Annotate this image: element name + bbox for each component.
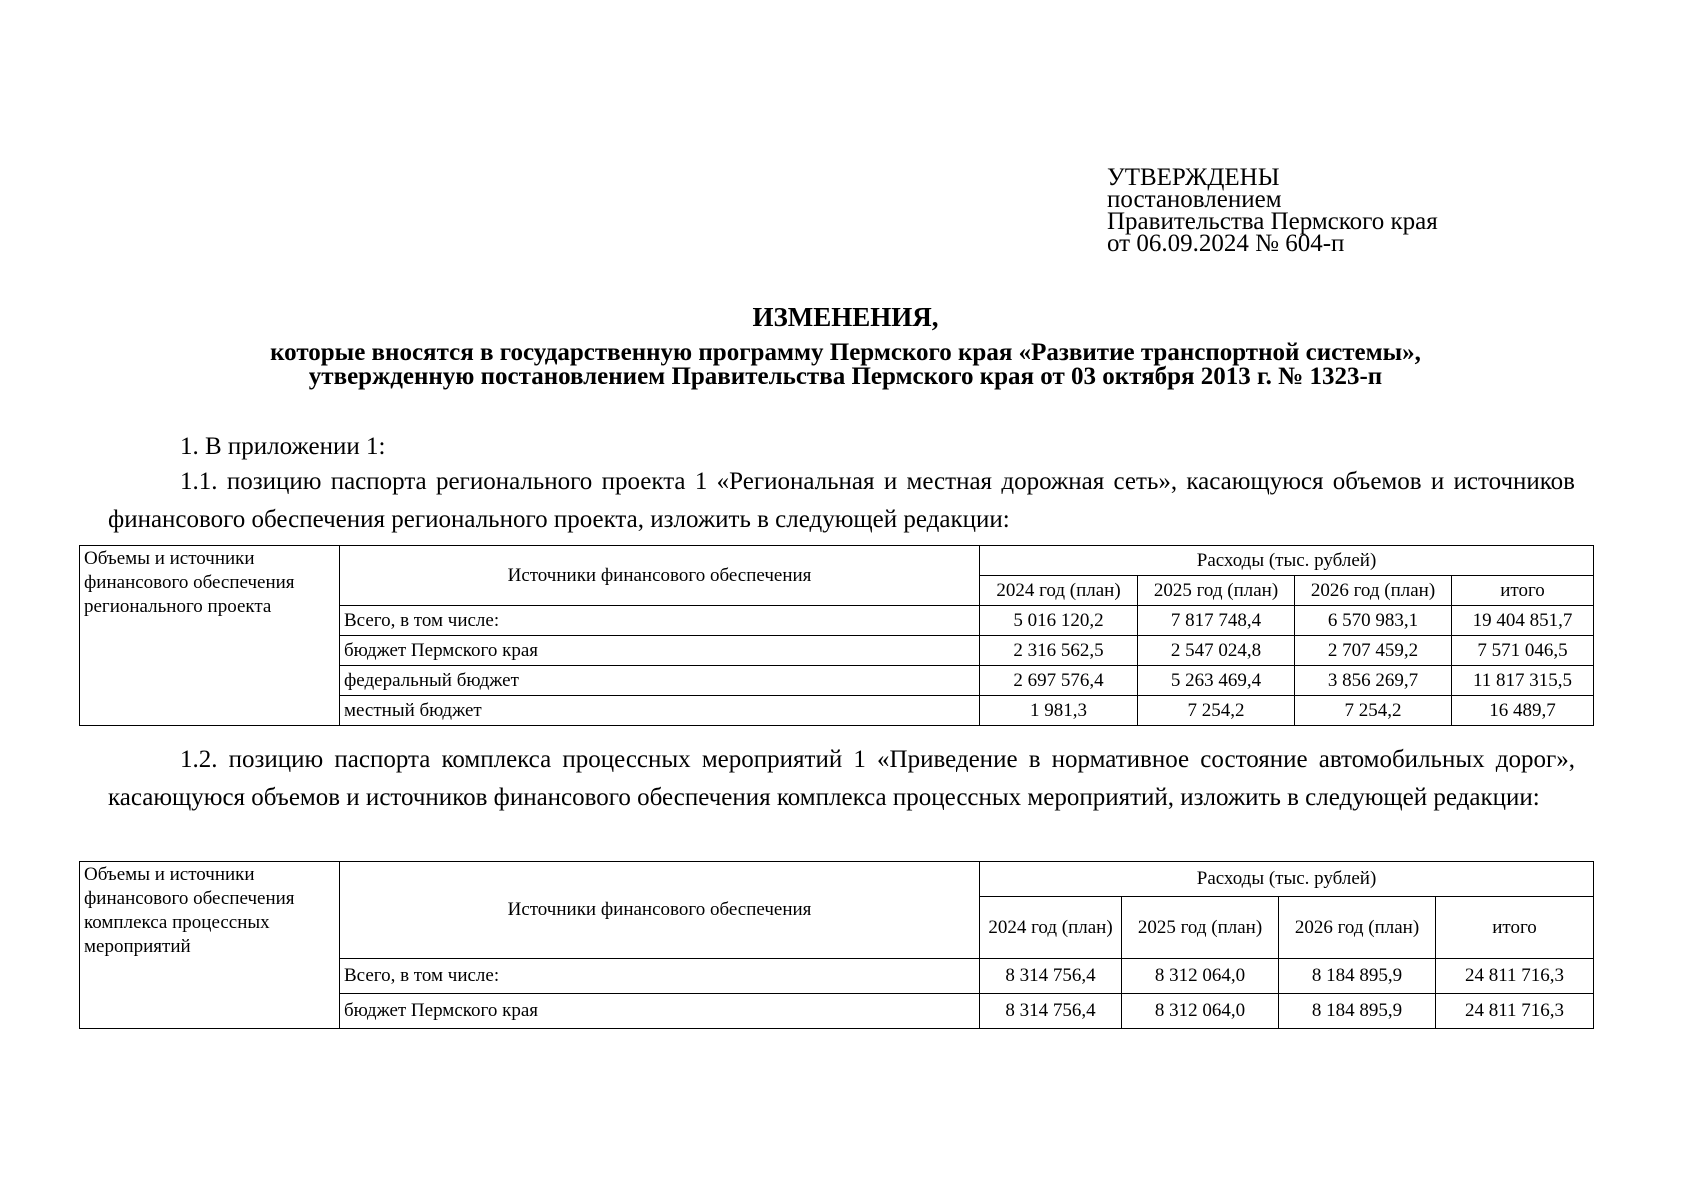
volumes-sources-cell: Объемы и источники финансового обеспечения комплекса процессных мероприятий (80, 862, 340, 1029)
value-2024-cell: 8 314 756,4 (980, 959, 1122, 994)
source-cell: бюджет Пермского края (340, 994, 980, 1029)
year-2024-header: 2024 год (план) (980, 576, 1138, 606)
value-2026-cell: 7 254,2 (1295, 696, 1452, 726)
value-2025-cell: 5 263 469,4 (1138, 666, 1295, 696)
value-2025-cell: 7 817 748,4 (1138, 606, 1295, 636)
paragraph-1: 1. В приложении 1: (180, 433, 386, 460)
total-header: итого (1452, 576, 1594, 606)
value-total-cell: 24 811 716,3 (1436, 959, 1594, 994)
paragraph-1-2: 1.2. позицию паспорта комплекса процессных мероприятий 1 «Приведение в нормативное состояние автомобильных дорог», касающуюся объемов и источников финансового обеспечения комплекса процессных мероприятий, изложить в следующей редакции: (108, 746, 1575, 811)
source-cell: бюджет Пермского края (340, 636, 980, 666)
value-2024-cell: 5 016 120,2 (980, 606, 1138, 636)
year-2026-header: 2026 год (план) (1279, 897, 1436, 959)
value-2026-cell: 2 707 459,2 (1295, 636, 1452, 666)
year-2024-header: 2024 год (план) (980, 897, 1122, 959)
value-2024-cell: 2 316 562,5 (980, 636, 1138, 666)
table-header-row (80, 862, 1594, 897)
financing-table-process-complex (79, 861, 1594, 1029)
source-cell: местный бюджет (340, 696, 980, 726)
value-2024-cell: 1 981,3 (980, 696, 1138, 726)
value-2024-cell: 8 314 756,4 (980, 994, 1122, 1029)
approval-line-resolution: постановлением (1107, 186, 1282, 213)
expenses-header: Расходы (тыс. рублей) (980, 862, 1594, 897)
value-total-cell: 7 571 046,5 (1452, 636, 1594, 666)
value-2026-cell: 3 856 269,7 (1295, 666, 1452, 696)
value-2026-cell: 8 184 895,9 (1279, 959, 1436, 994)
year-2026-header: 2026 год (план) (1295, 576, 1452, 606)
sources-header: Источники финансового обеспечения (340, 546, 980, 606)
value-total-cell: 16 489,7 (1452, 696, 1594, 726)
value-2024-cell: 2 697 576,4 (980, 666, 1138, 696)
value-2025-cell: 8 312 064,0 (1122, 959, 1279, 994)
approval-line-government: Правительства Пермского края (1107, 208, 1438, 235)
source-cell: Всего, в том числе: (340, 606, 980, 636)
value-total-cell: 19 404 851,7 (1452, 606, 1594, 636)
year-2025-header: 2025 год (план) (1122, 897, 1279, 959)
source-cell: федеральный бюджет (340, 666, 980, 696)
subtitle-line-1: которые вносятся в государственную программу Пермского края «Развитие транспортной системы», (270, 339, 1421, 366)
approval-line-approved: УТВЕРЖДЕНЫ (1107, 164, 1280, 191)
value-2025-cell: 8 312 064,0 (1122, 994, 1279, 1029)
volumes-sources-cell: Объемы и источники финансового обеспечения регионального проекта (80, 546, 340, 726)
table-header-row (80, 546, 1594, 576)
subtitle-line-2: утвержденную постановлением Правительства Пермского края от 03 октября 2013 г. № 1323-п (308, 363, 1383, 390)
value-total-cell: 24 811 716,3 (1436, 994, 1594, 1029)
source-cell: Всего, в том числе: (340, 959, 980, 994)
value-2025-cell: 2 547 024,8 (1138, 636, 1295, 666)
year-2025-header: 2025 год (план) (1138, 576, 1295, 606)
value-2026-cell: 6 570 983,1 (1295, 606, 1452, 636)
paragraph-1-1: 1.1. позицию паспорта регионального проекта 1 «Региональная и местная дорожная сеть», касающуюся объемов и источников финансового обеспечения регионального проекта, изложить в следующей редакции: (108, 468, 1575, 533)
financing-table-regional-project (79, 545, 1594, 726)
approval-stamp (1107, 164, 1438, 257)
document-subtitle (120, 341, 1571, 389)
approval-line-date-number: от 06.09.2024 № 604-п (1107, 230, 1345, 257)
total-header: итого (1436, 897, 1594, 959)
value-2025-cell: 7 254,2 (1138, 696, 1295, 726)
value-2026-cell: 8 184 895,9 (1279, 994, 1436, 1029)
expenses-header: Расходы (тыс. рублей) (980, 546, 1594, 576)
sources-header: Источники финансового обеспечения (340, 862, 980, 959)
value-total-cell: 11 817 315,5 (1452, 666, 1594, 696)
document-title: ИЗМЕНЕНИЯ, (752, 302, 939, 332)
